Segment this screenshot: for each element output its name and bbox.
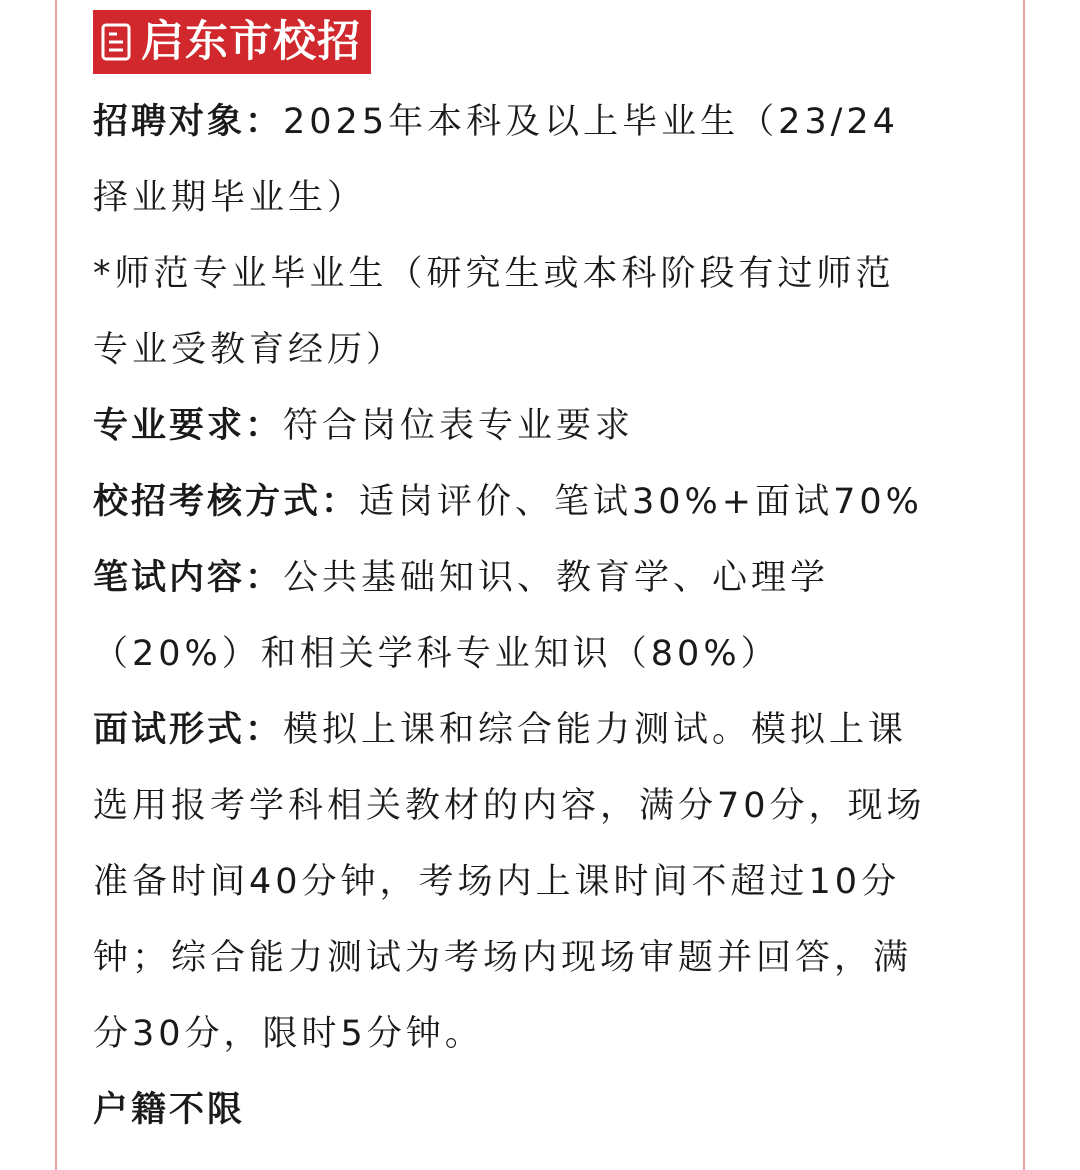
interview-form-line-4	[93, 920, 988, 996]
written-exam-text-2: （20%）和相关学科专业知识（80%）	[93, 634, 780, 674]
interview-form-line-2	[93, 768, 988, 844]
recruit-target-text: 2025年本科及以上毕业生（23/24	[283, 102, 899, 142]
interview-form-line-5	[93, 996, 988, 1072]
section-title-badge	[93, 10, 371, 74]
interview-form-line-3	[93, 844, 988, 920]
frame-right-border	[1023, 0, 1025, 1170]
normal-major-text-2: 专业受教育经历）	[93, 330, 406, 370]
interview-form-text-2: 选用报考学科相关教材的内容，满分70分，现场	[93, 786, 926, 826]
frame-left-border	[55, 0, 57, 1170]
written-exam-line	[93, 540, 988, 616]
assessment-method-label: 校招考核方式：	[93, 482, 360, 522]
normal-major-line	[93, 236, 988, 312]
interview-form-text-3: 准备时间40分钟，考场内上课时间不超过10分	[93, 862, 901, 902]
interview-form-text: 模拟上课和综合能力测试。模拟上课	[283, 710, 908, 750]
written-exam-line-2	[93, 616, 988, 692]
assessment-method-line	[93, 464, 988, 540]
assessment-method-text: 适岗评价、笔试30%+面试70%	[359, 482, 923, 522]
major-requirement-text: 符合岗位表专业要求	[283, 406, 635, 446]
document-icon	[101, 23, 131, 61]
normal-major-line-2	[93, 312, 988, 388]
section-title: 启东市校招	[141, 17, 361, 67]
recruit-target-text-2: 择业期毕业生）	[93, 178, 367, 218]
household-label: 户籍不限	[93, 1090, 246, 1130]
interview-form-text-5: 分30分，限时5分钟。	[93, 1014, 484, 1054]
recruit-target-line-2	[93, 160, 988, 236]
written-exam-text: 公共基础知识、教育学、心理学	[283, 558, 830, 598]
normal-major-text: *师范专业毕业生（研究生或本科阶段有过师范	[93, 254, 895, 294]
recruit-target-line	[93, 84, 988, 160]
recruit-target-label: 招聘对象：	[93, 102, 284, 142]
document-content	[93, 10, 988, 1148]
household-line	[93, 1072, 988, 1148]
major-requirement-line	[93, 388, 988, 464]
interview-form-line	[93, 692, 988, 768]
interview-form-label: 面试形式：	[93, 710, 284, 750]
written-exam-label: 笔试内容：	[93, 558, 284, 598]
interview-form-text-4: 钟；综合能力测试为考场内现场审题并回答，满	[93, 938, 913, 978]
major-requirement-label: 专业要求：	[93, 406, 284, 446]
